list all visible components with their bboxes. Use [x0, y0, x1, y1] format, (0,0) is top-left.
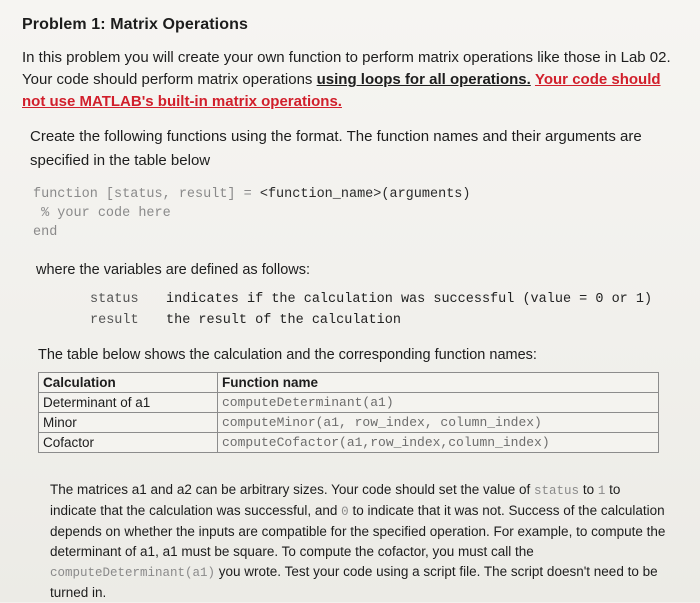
problem-title: Problem 1: Matrix Operations	[22, 16, 248, 33]
table-row	[39, 413, 659, 433]
table-row	[39, 433, 659, 453]
table-cell-calculation: Cofactor	[39, 433, 218, 453]
definition-row	[90, 310, 652, 331]
table-cell-function: computeCofactor(a1,row_index,column_index)	[218, 433, 659, 453]
variable-definitions	[90, 289, 652, 331]
definitions-lead: where the variables are defined as follows:	[36, 262, 311, 278]
no-builtin-emphasis: Your code should not use MATLAB's built-in matrix operations.	[22, 71, 661, 110]
closing-text: to	[579, 482, 598, 497]
table-cell-calculation: Determinant of a1	[39, 393, 218, 413]
closing-text: to indicate that the calculation was successful, and	[50, 482, 621, 518]
table-row	[39, 393, 659, 413]
function-table	[38, 372, 659, 453]
code-equals: =	[235, 187, 260, 202]
variable-name: status	[90, 292, 139, 307]
definition-row	[90, 289, 652, 310]
table-header-cell: Function name	[218, 373, 659, 393]
code-signature: function [status, result]	[33, 187, 236, 202]
closing-text: you wrote. Test your code using a script file. The script doesn't need to be turned in.	[50, 564, 658, 600]
code-template	[33, 185, 471, 242]
loops-emphasis: using loops for all operations.	[316, 71, 531, 88]
variable-description: the result of the calculation	[166, 313, 401, 328]
variable-description: indicates if the calculation was successful (value = 0 or 1)	[166, 292, 653, 307]
code-line-3: end	[33, 225, 58, 240]
code-line-1	[33, 185, 471, 204]
closing-text: The matrices a1 and a2 can be arbitrary sizes. Your code should set the value of	[50, 482, 535, 497]
inline-code-status: status	[534, 484, 580, 498]
table-header-row	[39, 373, 659, 393]
table-cell-calculation: Minor	[39, 413, 218, 433]
table-header-cell: Calculation	[39, 373, 218, 393]
table-cell-function: computeMinor(a1, row_index, column_index)	[218, 413, 659, 433]
inline-code-zero: 0	[341, 505, 349, 519]
table-intro: The table below shows the calculation and the corresponding function names:	[38, 347, 537, 363]
closing-paragraph	[50, 480, 670, 603]
intro-paragraph	[22, 47, 682, 113]
table-cell-function: computeDeterminant(a1)	[218, 393, 659, 413]
variable-name: result	[90, 313, 139, 328]
inline-code-one: 1	[597, 484, 606, 498]
code-function-name: <function_name>(arguments)	[259, 187, 471, 202]
inline-code-compute-determinant: computeDeterminant(a1)	[50, 566, 216, 580]
intro-text: In this problem you will create your own function to perform matrix operations like those in Lab 02. Your code should perform matrix operations	[22, 49, 671, 88]
code-line-2	[33, 204, 471, 223]
closing-text: to indicate that it was not. Success of the calculation depends on whether the inputs are compatible for the specified operation. For example, to compute the determinant of a1, a1 must be square. To compute the cofactor, you must call the	[50, 503, 666, 559]
code-comment: % your code here	[41, 206, 171, 221]
format-paragraph: Create the following functions using the format. The function names and their arguments are specified in the table below	[30, 128, 642, 169]
